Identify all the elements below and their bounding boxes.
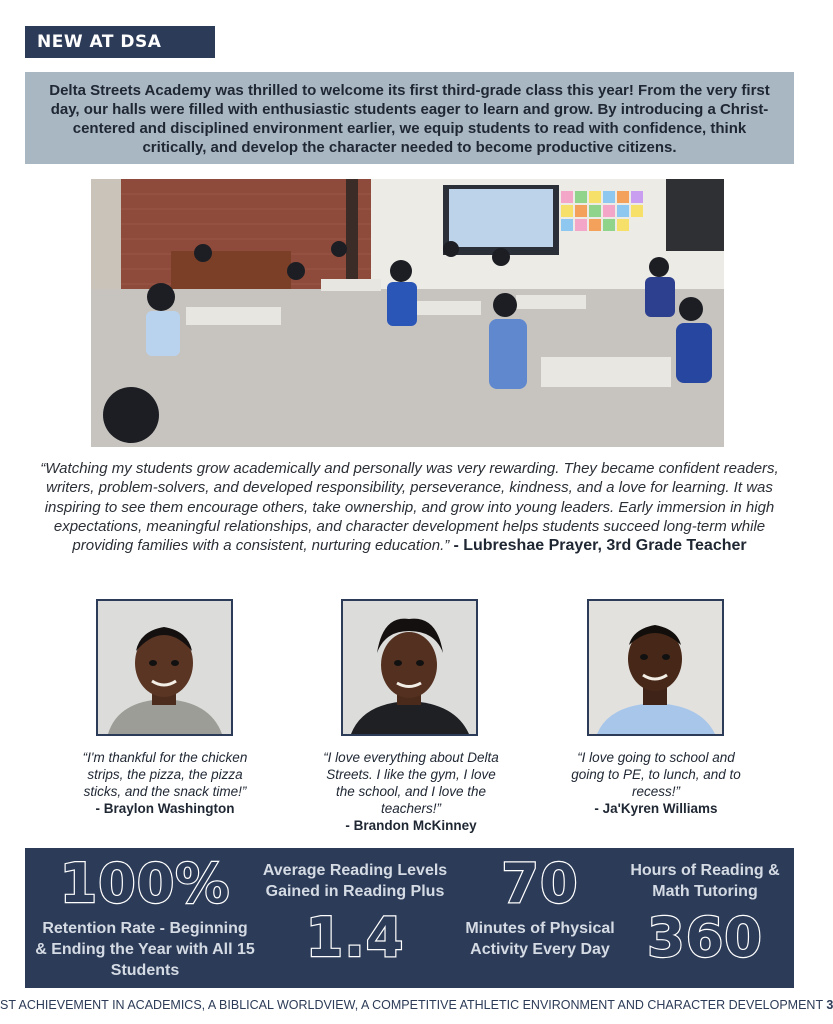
- reading-label: Average Reading Levels Gained in Reading Plus: [262, 862, 448, 900]
- intro-paragraph: Delta Streets Academy was thrilled to welcome its first third-grade class this year! From the very first day, our halls were filled with enthusiastic students eager to learn and grow. By introducing a Christ-centered and disciplined environment earlier, we equip students to read with confidence, think critically, and develop the character needed to become productive citizens.: [25, 72, 794, 164]
- reading-value: 1.4: [305, 906, 405, 969]
- tutoring-value: 360: [647, 906, 763, 969]
- student-portrait-2: [341, 599, 478, 736]
- student-portrait-1: [96, 599, 233, 736]
- classroom-photo: [91, 179, 724, 447]
- student-quote-1: [70, 749, 260, 817]
- tutoring-label: Hours of Reading & Math Tutoring: [630, 862, 780, 900]
- teacher-quote: [40, 459, 779, 555]
- student-quote-text: “I love going to school and going to PE, to lunch, and to recess!”: [571, 750, 741, 799]
- page-number: 3: [826, 998, 833, 1012]
- student-portrait-3: [587, 599, 724, 736]
- student-quote-3: [561, 749, 751, 817]
- student-name: - Brandon McKinney: [345, 818, 477, 833]
- student-quote-2: [316, 749, 506, 834]
- activity-label: Minutes of Physical Activity Every Day: [465, 920, 615, 958]
- footer-text: ST ACHIEVEMENT IN ACADEMICS, A BIBLICAL WORLDVIEW, A COMPETITIVE ATHLETIC ENVIRONMENT AND CHARACTER DEVELOPMENT: [0, 998, 823, 1012]
- section-tag: NEW AT DSA: [25, 26, 215, 58]
- student-name: - Ja'Kyren Williams: [594, 801, 718, 816]
- student-name: - Braylon Washington: [95, 801, 235, 816]
- student-quote-text: “I love everything about Delta Streets. I like the gym, I love the school, and I love the teachers!”: [323, 750, 499, 816]
- footer: [0, 998, 833, 1018]
- teacher-quote-attribution: - Lubreshae Prayer, 3rd Grade Teacher: [453, 537, 747, 555]
- retention-value: 100%: [59, 852, 231, 915]
- stats-panel: [25, 848, 794, 988]
- teacher-quote-text: “Watching my students grow academically and personally was very rewarding. They became confident readers, writers, problem-solvers, and developed responsibility, perseverance, kindness, and a love for learning. It was inspiring to see them encourage others, take ownership, and grow into young leaders. Early immersion in high expectations, meaningful relationships, and character development helps students succeed long-term while providing families with a consistent, nurturing education.”: [40, 460, 779, 555]
- student-quote-text: “I'm thankful for the chicken strips, the pizza, the pizza sticks, and the snack time!”: [82, 750, 248, 799]
- retention-label: Retention Rate - Beginning & Ending the Year with All 15 Students: [35, 920, 255, 979]
- activity-value: 70: [501, 852, 579, 915]
